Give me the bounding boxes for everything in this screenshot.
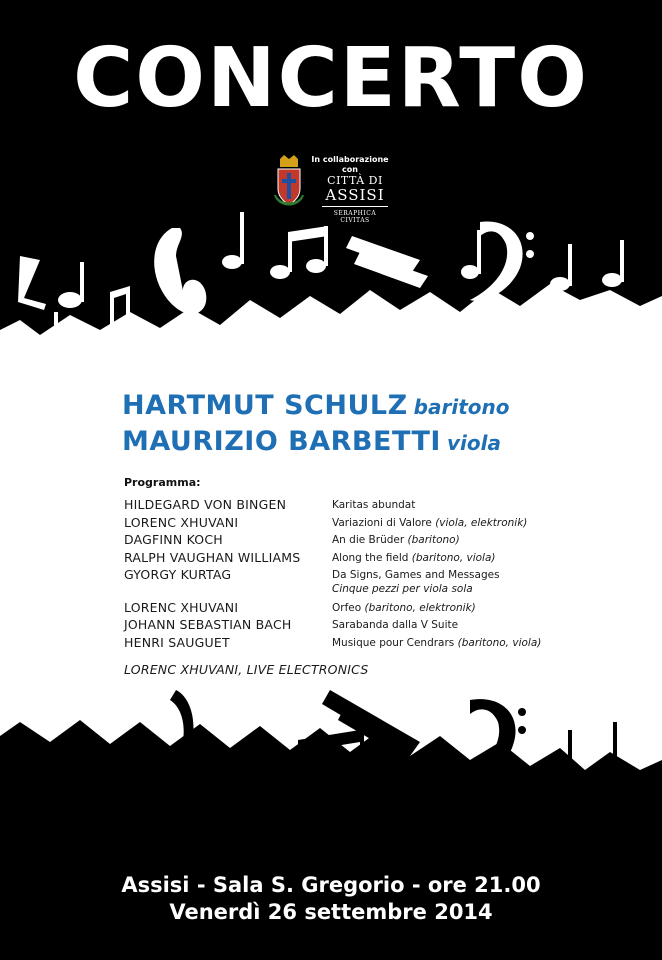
programme-row (124, 635, 594, 653)
programme-row (124, 515, 594, 533)
work-note: (baritono) (407, 534, 460, 546)
work-title: Karitas abundat (332, 499, 416, 511)
work-subtitle: Cinque pezzi per viola sola (332, 582, 473, 595)
performer-name: HARTMUT SCHULZ (122, 390, 408, 421)
composer: LORENC XHUVANI (124, 599, 239, 615)
collaboration-line-2: con (342, 165, 358, 174)
work-note: (baritono, viola) (411, 551, 496, 564)
poster-title: CONCERTO (73, 31, 589, 126)
work-title: Along the field (332, 551, 409, 564)
collaboration-divider (322, 206, 388, 207)
date-line: Venerdì 26 settembre 2014 (169, 900, 493, 924)
work (332, 637, 541, 649)
work-title: Sarabanda dalla V Suite (332, 619, 459, 631)
work (332, 517, 527, 529)
composer: DAGFINN KOCH (124, 532, 223, 547)
composer: HILDEGARD VON BINGEN (124, 497, 287, 512)
city-crest-icon (272, 155, 306, 221)
programme-row (124, 600, 594, 618)
programme-list (124, 497, 594, 652)
performer-role: viola (446, 431, 501, 455)
composer: HENRI SAUGUET (124, 634, 230, 650)
work-title: Da Signs, Games and Messages (332, 569, 500, 581)
performer-role: baritono (413, 395, 510, 419)
work (332, 552, 496, 564)
work-note: (baritono, elektronik) (364, 601, 476, 614)
work (332, 499, 415, 511)
collaboration-text (310, 155, 390, 175)
work-title: An die Brüder (332, 534, 405, 546)
programme-row (124, 532, 594, 550)
work (332, 602, 476, 614)
work-note: (viola, elektronik) (435, 516, 528, 529)
programme-row (124, 617, 594, 635)
live-electronics-credit: LORENC XHUVANI, LIVE ELECTRONICS (124, 662, 369, 677)
seraphica-civitas-motto: SERAPHICA CIVITAS (333, 210, 377, 224)
composer: RALPH VAUGHAN WILLIAMS (124, 549, 301, 565)
citta-di-label: CITTÀ DI (327, 174, 383, 187)
work-note: (baritono, viola) (457, 636, 542, 649)
programme-row (124, 550, 594, 568)
performer-2 (122, 426, 501, 457)
composer: LORENC XHUVANI (124, 514, 239, 530)
programme-row (124, 497, 594, 515)
performer-name: MAURIZIO BARBETTI (122, 426, 441, 457)
composer: JOHANN SEBASTIAN BACH (124, 617, 292, 632)
work (332, 534, 460, 546)
work-title: Musique pour Cendrars (332, 636, 455, 649)
composer: GYORGY KURTAG (124, 567, 232, 582)
assisi-label: ASSISI (325, 186, 385, 204)
collaboration-block (272, 155, 412, 225)
work (332, 619, 458, 631)
work (332, 569, 500, 581)
programme-label: Programma: (124, 476, 201, 489)
work-title: Variazioni di Valore (332, 516, 432, 529)
work-title: Orfeo (332, 601, 362, 614)
performer-1 (122, 390, 509, 421)
collaboration-line-1: In collaborazione (311, 155, 389, 164)
venue-line: Assisi - Sala S. Gregorio - ore 21.00 (121, 873, 541, 897)
programme-row-subtitle (124, 582, 594, 598)
